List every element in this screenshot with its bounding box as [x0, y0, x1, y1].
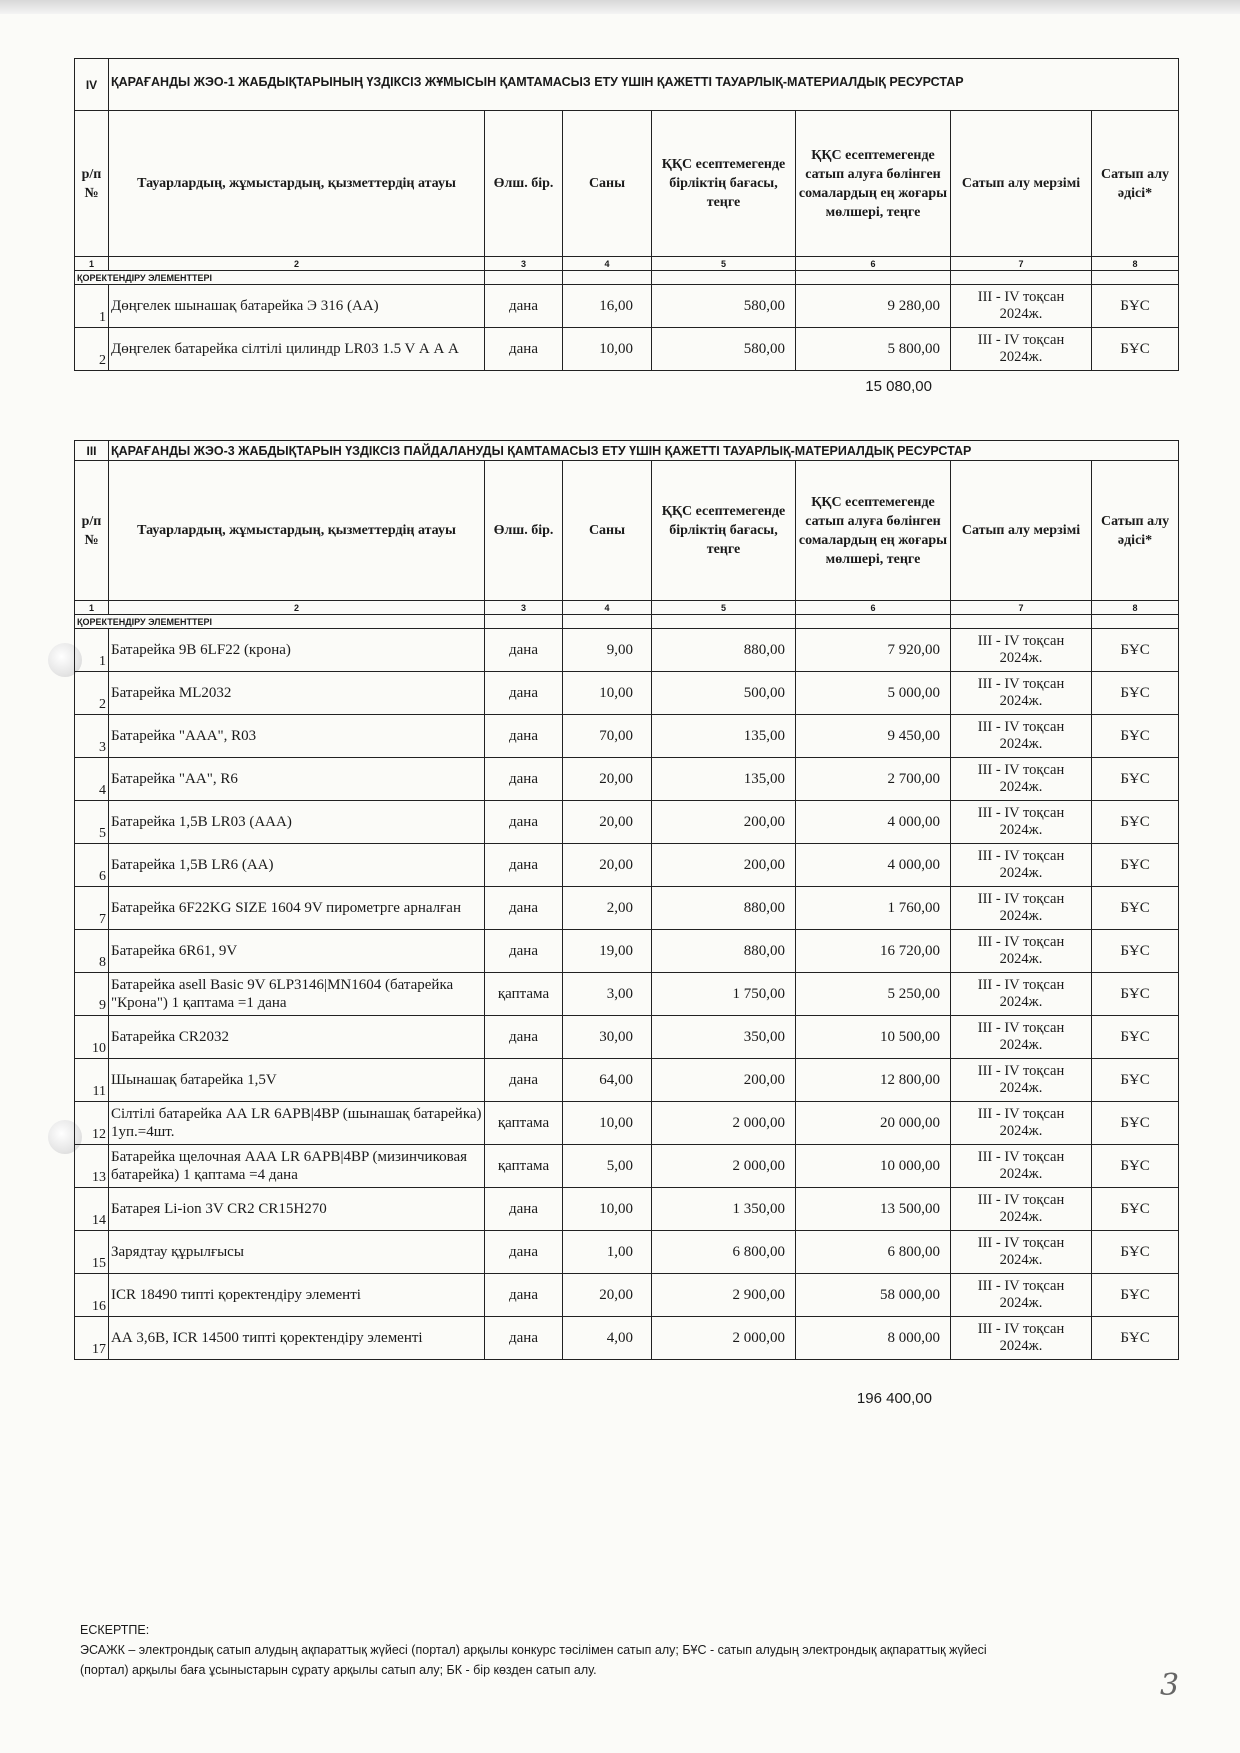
item-method: БҰС — [1092, 844, 1179, 887]
item-period-quarter: III - IV тоқсан — [977, 891, 1065, 907]
item-max-amount: 1 760,00 — [796, 887, 951, 930]
row-number: 15 — [75, 1231, 109, 1274]
item-period — [951, 1231, 1092, 1274]
item-period — [951, 1016, 1092, 1059]
item-max-amount: 20 000,00 — [796, 1102, 951, 1145]
item-unit: дана — [485, 887, 563, 930]
item-period — [951, 1145, 1092, 1188]
table-row — [75, 328, 1179, 371]
table-row — [75, 1188, 1179, 1231]
row-number: 11 — [75, 1059, 109, 1102]
column-index: 4 — [563, 257, 652, 271]
item-period — [951, 285, 1092, 328]
item-name: Дөңгелек батарейка сілтілі цилиндр LR03 1.5 V А А А — [109, 328, 485, 371]
row-number: 8 — [75, 930, 109, 973]
column-index: 3 — [485, 601, 563, 615]
item-unit: дана — [485, 1188, 563, 1231]
category-label: ҚОРЕКТЕНДІРУ ЭЛЕМЕНТТЕРІ — [75, 271, 485, 285]
item-qty: 20,00 — [563, 758, 652, 801]
item-name: Зарядтау құрылғысы — [109, 1231, 485, 1274]
footnote-line: (портал) арқылы баға ұсыныстарын сұрату арқылы сатып алу; БК - бір көзден сатып алу. — [80, 1663, 597, 1677]
item-unit: дана — [485, 1317, 563, 1360]
item-unit-price: 500,00 — [652, 672, 796, 715]
item-name: Шынашақ батарейка 1,5V — [109, 1059, 485, 1102]
item-method: БҰС — [1092, 328, 1179, 371]
header-unit-price: ҚҚС есептемегенде бірліктің бағасы, теңге — [652, 111, 796, 257]
header-name: Тауарлардың, жұмыстардың, қызметтердің атауы — [109, 111, 485, 257]
column-index: 3 — [485, 257, 563, 271]
item-max-amount: 9 280,00 — [796, 285, 951, 328]
header-method: Сатып алу әдісі* — [1092, 461, 1179, 601]
procurement-table-section-iii — [74, 440, 1179, 1360]
section-total: 196 400,00 — [856, 1390, 932, 1407]
item-name: ICR 18490 типті қоректендіру элементі — [109, 1274, 485, 1317]
item-method: БҰС — [1092, 758, 1179, 801]
row-number: 13 — [75, 1145, 109, 1188]
item-name: Дөңгелек шынашақ батарейка Э 316 (АА) — [109, 285, 485, 328]
table-row — [75, 1102, 1179, 1145]
item-name: Батарейка CR2032 — [109, 1016, 485, 1059]
item-max-amount: 4 000,00 — [796, 801, 951, 844]
row-number: 10 — [75, 1016, 109, 1059]
row-number: 2 — [75, 672, 109, 715]
row-number: 6 — [75, 844, 109, 887]
column-index: 1 — [75, 257, 109, 271]
item-name: Батарейка щелочная ААА LR 6APB|4BP (мизинчиковая батарейка) 1 қаптама =4 дана — [109, 1145, 485, 1188]
item-max-amount: 7 920,00 — [796, 629, 951, 672]
column-index: 8 — [1092, 601, 1179, 615]
item-qty: 10,00 — [563, 1102, 652, 1145]
item-period — [951, 801, 1092, 844]
item-period-year: 2024ж. — [999, 1166, 1043, 1182]
header-num: р/п № — [75, 111, 109, 257]
section-total: 15 080,00 — [865, 378, 932, 395]
item-name: Батарейка 9В 6LF22 (крона) — [109, 629, 485, 672]
row-number: 3 — [75, 715, 109, 758]
item-name: Батарейка asell Basic 9V 6LP3146|MN1604 (батарейка "Крона") 1 қаптама =1 дана — [109, 973, 485, 1016]
column-index: 2 — [109, 257, 485, 271]
row-number: 4 — [75, 758, 109, 801]
table-row — [75, 801, 1179, 844]
item-period — [951, 758, 1092, 801]
item-qty: 2,00 — [563, 887, 652, 930]
header-name: Тауарлардың, жұмыстардың, қызметтердің атауы — [109, 461, 485, 601]
item-period — [951, 715, 1092, 758]
item-unit-price: 200,00 — [652, 801, 796, 844]
item-max-amount: 5 250,00 — [796, 973, 951, 1016]
item-period-quarter: III - IV тоқсан — [977, 633, 1065, 649]
item-max-amount: 8 000,00 — [796, 1317, 951, 1360]
item-max-amount: 12 800,00 — [796, 1059, 951, 1102]
item-name: Батарейка 6F22KG SIZE 1604 9V пирометрге арналған — [109, 887, 485, 930]
header-qty: Саны — [563, 461, 652, 601]
item-name: АА 3,6В, ICR 14500 типті қоректендіру элементі — [109, 1317, 485, 1360]
item-unit-price: 2 900,00 — [652, 1274, 796, 1317]
item-period-quarter: III - IV тоқсан — [977, 1235, 1065, 1251]
item-method: БҰС — [1092, 1188, 1179, 1231]
binder-strip — [0, 0, 1240, 14]
item-period — [951, 887, 1092, 930]
table-row — [75, 758, 1179, 801]
header-max-amount: ҚҚС есептемегенде сатып алуға бөлінген сомалардың ең жоғары мөлшері, теңге — [796, 111, 951, 257]
column-index: 4 — [563, 601, 652, 615]
header-num: р/п № — [75, 461, 109, 601]
column-index: 5 — [652, 257, 796, 271]
item-period-year: 2024ж. — [999, 1338, 1043, 1354]
item-max-amount: 6 800,00 — [796, 1231, 951, 1274]
item-period — [951, 1102, 1092, 1145]
footnote — [80, 1620, 1180, 1680]
item-method: БҰС — [1092, 285, 1179, 328]
row-number: 7 — [75, 887, 109, 930]
item-period — [951, 1317, 1092, 1360]
item-method: БҰС — [1092, 1016, 1179, 1059]
item-qty: 20,00 — [563, 801, 652, 844]
page-number: 3 — [1160, 1668, 1180, 1703]
header-method: Сатып алу әдісі* — [1092, 111, 1179, 257]
row-number: 12 — [75, 1102, 109, 1145]
item-unit-price: 1 750,00 — [652, 973, 796, 1016]
item-period-year: 2024ж. — [999, 994, 1043, 1010]
item-method: БҰС — [1092, 1274, 1179, 1317]
item-unit-price: 880,00 — [652, 887, 796, 930]
item-qty: 9,00 — [563, 629, 652, 672]
item-unit: дана — [485, 328, 563, 371]
table-row — [75, 930, 1179, 973]
item-unit-price: 135,00 — [652, 758, 796, 801]
item-period-quarter: III - IV тоқсан — [977, 1321, 1065, 1337]
item-period-quarter: III - IV тоқсан — [977, 1063, 1065, 1079]
column-index: 6 — [796, 257, 951, 271]
item-method: БҰС — [1092, 1145, 1179, 1188]
item-unit: дана — [485, 629, 563, 672]
header-unit-price: ҚҚС есептемегенде бірліктің бағасы, теңге — [652, 461, 796, 601]
item-unit-price: 200,00 — [652, 844, 796, 887]
item-unit-price: 6 800,00 — [652, 1231, 796, 1274]
section-number: III — [75, 441, 109, 461]
table-row — [75, 629, 1179, 672]
header-period: Сатып алу мерзімі — [951, 461, 1092, 601]
row-number: 9 — [75, 973, 109, 1016]
item-unit: дана — [485, 844, 563, 887]
footnote-title: ЕСКЕРТПЕ: — [80, 1623, 150, 1637]
item-unit: қаптама — [485, 1102, 563, 1145]
item-method: БҰС — [1092, 672, 1179, 715]
item-period-year: 2024ж. — [999, 306, 1043, 322]
item-method: БҰС — [1092, 930, 1179, 973]
item-period-year: 2024ж. — [999, 1123, 1043, 1139]
row-number: 1 — [75, 285, 109, 328]
item-period-year: 2024ж. — [999, 908, 1043, 924]
item-method: БҰС — [1092, 1231, 1179, 1274]
item-period-quarter: III - IV тоқсан — [977, 977, 1065, 993]
table-row — [75, 1231, 1179, 1274]
item-unit-price: 200,00 — [652, 1059, 796, 1102]
item-unit: дана — [485, 1274, 563, 1317]
row-number: 5 — [75, 801, 109, 844]
item-period-quarter: III - IV тоқсан — [977, 676, 1065, 692]
item-period — [951, 629, 1092, 672]
item-method: БҰС — [1092, 1059, 1179, 1102]
item-period-quarter: III - IV тоқсан — [977, 1020, 1065, 1036]
item-name: Батарейка 6R61, 9V — [109, 930, 485, 973]
item-period — [951, 930, 1092, 973]
item-unit-price: 2 000,00 — [652, 1317, 796, 1360]
item-qty: 20,00 — [563, 844, 652, 887]
item-method: БҰС — [1092, 1317, 1179, 1360]
table-row — [75, 715, 1179, 758]
item-period-quarter: III - IV тоқсан — [977, 1192, 1065, 1208]
row-number: 17 — [75, 1317, 109, 1360]
item-period — [951, 1274, 1092, 1317]
item-qty: 10,00 — [563, 672, 652, 715]
item-max-amount: 10 500,00 — [796, 1016, 951, 1059]
procurement-table-section-iv — [74, 58, 1179, 371]
item-unit-price: 350,00 — [652, 1016, 796, 1059]
table-row — [75, 1274, 1179, 1317]
item-method: БҰС — [1092, 887, 1179, 930]
item-qty: 10,00 — [563, 328, 652, 371]
item-period-quarter: III - IV тоқсан — [977, 332, 1065, 348]
item-name: Батарея Li-ion 3V CR2 CR15H270 — [109, 1188, 485, 1231]
item-qty: 64,00 — [563, 1059, 652, 1102]
item-qty: 30,00 — [563, 1016, 652, 1059]
item-qty: 3,00 — [563, 973, 652, 1016]
item-name: Батарейка "ААА", R03 — [109, 715, 485, 758]
item-name: Батарейка "АА", R6 — [109, 758, 485, 801]
item-unit: дана — [485, 285, 563, 328]
item-qty: 19,00 — [563, 930, 652, 973]
item-unit-price: 2 000,00 — [652, 1102, 796, 1145]
item-period-year: 2024ж. — [999, 1080, 1043, 1096]
item-period-year: 2024ж. — [999, 349, 1043, 365]
section-title: ҚАРАҒАНДЫ ЖЭО-3 ЖАБДЫҚТАРЫН ҮЗДІКСІЗ ПАЙДАЛАНУДЫ ҚАМТАМАСЫЗ ЕТУ ҮШІН ҚАЖЕТТІ ТАУАРЛЫҚ-МАТЕРИАЛДЫҚ РЕСУРСТАР — [109, 441, 1179, 461]
table-row — [75, 285, 1179, 328]
item-name: Батарейка 1,5В LR03 (ААА) — [109, 801, 485, 844]
item-name: Батарейка 1,5В LR6 (АА) — [109, 844, 485, 887]
item-period-quarter: III - IV тоқсан — [977, 1106, 1065, 1122]
item-period-quarter: III - IV тоқсан — [977, 1278, 1065, 1294]
item-qty: 1,00 — [563, 1231, 652, 1274]
item-period-year: 2024ж. — [999, 736, 1043, 752]
item-period — [951, 328, 1092, 371]
table-row — [75, 887, 1179, 930]
item-method: БҰС — [1092, 973, 1179, 1016]
item-qty: 5,00 — [563, 1145, 652, 1188]
item-unit: дана — [485, 1231, 563, 1274]
row-number: 14 — [75, 1188, 109, 1231]
item-max-amount: 4 000,00 — [796, 844, 951, 887]
item-unit: дана — [485, 801, 563, 844]
item-unit: дана — [485, 1059, 563, 1102]
item-period-year: 2024ж. — [999, 693, 1043, 709]
item-unit: қаптама — [485, 973, 563, 1016]
item-period — [951, 672, 1092, 715]
item-method: БҰС — [1092, 801, 1179, 844]
section-title: ҚАРАҒАНДЫ ЖЭО-1 ЖАБДЫҚТАРЫНЫҢ ҮЗДІКСІЗ ЖҰМЫСЫН ҚАМТАМАСЫЗ ЕТУ ҮШІН ҚАЖЕТТІ ТАУАРЛЫҚ-МАТЕРИАЛДЫҚ РЕСУРСТАР — [109, 59, 1179, 111]
item-period-year: 2024ж. — [999, 1037, 1043, 1053]
item-period-quarter: III - IV тоқсан — [977, 719, 1065, 735]
item-qty: 4,00 — [563, 1317, 652, 1360]
column-index: 1 — [75, 601, 109, 615]
header-unit: Өлш. бір. — [485, 111, 563, 257]
table-row — [75, 1059, 1179, 1102]
item-period-quarter: III - IV тоқсан — [977, 1149, 1065, 1165]
table-row — [75, 1317, 1179, 1360]
column-index: 7 — [951, 257, 1092, 271]
item-name: Сілтілі батарейка АА LR 6APB|4BP (шынашақ батарейка) 1уп.=4шт. — [109, 1102, 485, 1145]
item-period-quarter: III - IV тоқсан — [977, 805, 1065, 821]
item-max-amount: 16 720,00 — [796, 930, 951, 973]
table-row — [75, 1016, 1179, 1059]
row-number: 16 — [75, 1274, 109, 1317]
category-label: ҚОРЕКТЕНДІРУ ЭЛЕМЕНТТЕРІ — [75, 615, 485, 629]
section-number: IV — [75, 59, 109, 111]
item-unit: дана — [485, 1016, 563, 1059]
item-qty: 16,00 — [563, 285, 652, 328]
item-name: Батарейка ML2032 — [109, 672, 485, 715]
item-method: БҰС — [1092, 1102, 1179, 1145]
item-period-quarter: III - IV тоқсан — [977, 848, 1065, 864]
table-row — [75, 672, 1179, 715]
item-qty: 70,00 — [563, 715, 652, 758]
item-unit-price: 580,00 — [652, 285, 796, 328]
item-period-quarter: III - IV тоқсан — [977, 762, 1065, 778]
header-unit: Өлш. бір. — [485, 461, 563, 601]
item-unit-price: 880,00 — [652, 930, 796, 973]
item-method: БҰС — [1092, 629, 1179, 672]
item-period-year: 2024ж. — [999, 1295, 1043, 1311]
item-period-year: 2024ж. — [999, 1252, 1043, 1268]
item-max-amount: 9 450,00 — [796, 715, 951, 758]
item-period-quarter: III - IV тоқсан — [977, 934, 1065, 950]
header-qty: Саны — [563, 111, 652, 257]
item-qty: 10,00 — [563, 1188, 652, 1231]
item-qty: 20,00 — [563, 1274, 652, 1317]
item-unit-price: 580,00 — [652, 328, 796, 371]
item-period-year: 2024ж. — [999, 951, 1043, 967]
item-unit-price: 2 000,00 — [652, 1145, 796, 1188]
item-period-year: 2024ж. — [999, 865, 1043, 881]
table-row — [75, 844, 1179, 887]
item-unit-price: 880,00 — [652, 629, 796, 672]
item-period — [951, 844, 1092, 887]
item-period-year: 2024ж. — [999, 779, 1043, 795]
item-unit: қаптама — [485, 1145, 563, 1188]
table-row — [75, 1145, 1179, 1188]
item-period — [951, 973, 1092, 1016]
item-max-amount: 10 000,00 — [796, 1145, 951, 1188]
item-unit-price: 1 350,00 — [652, 1188, 796, 1231]
item-period-year: 2024ж. — [999, 650, 1043, 666]
item-max-amount: 58 000,00 — [796, 1274, 951, 1317]
header-period: Сатып алу мерзімі — [951, 111, 1092, 257]
item-unit: дана — [485, 758, 563, 801]
item-period-quarter: III - IV тоқсан — [977, 289, 1065, 305]
footnote-line: ЭСАЖК – электрондық сатып алудың ақпараттық жүйесі (портал) арқылы конкурс тәсілімен сатып алу; БҰС - сатып алудың электрондық ақпараттық жүйесі — [80, 1643, 987, 1657]
table-row — [75, 973, 1179, 1016]
column-index: 2 — [109, 601, 485, 615]
item-unit: дана — [485, 930, 563, 973]
item-max-amount: 13 500,00 — [796, 1188, 951, 1231]
header-max-amount: ҚҚС есептемегенде сатып алуға бөлінген сомалардың ең жоғары мөлшері, теңге — [796, 461, 951, 601]
item-period-year: 2024ж. — [999, 1209, 1043, 1225]
item-max-amount: 2 700,00 — [796, 758, 951, 801]
item-period — [951, 1188, 1092, 1231]
column-index: 7 — [951, 601, 1092, 615]
row-number: 1 — [75, 629, 109, 672]
item-unit-price: 135,00 — [652, 715, 796, 758]
item-max-amount: 5 800,00 — [796, 328, 951, 371]
item-period-year: 2024ж. — [999, 822, 1043, 838]
item-unit: дана — [485, 715, 563, 758]
row-number: 2 — [75, 328, 109, 371]
item-unit: дана — [485, 672, 563, 715]
column-index: 5 — [652, 601, 796, 615]
item-method: БҰС — [1092, 715, 1179, 758]
item-period — [951, 1059, 1092, 1102]
column-index: 6 — [796, 601, 951, 615]
item-max-amount: 5 000,00 — [796, 672, 951, 715]
column-index: 8 — [1092, 257, 1179, 271]
